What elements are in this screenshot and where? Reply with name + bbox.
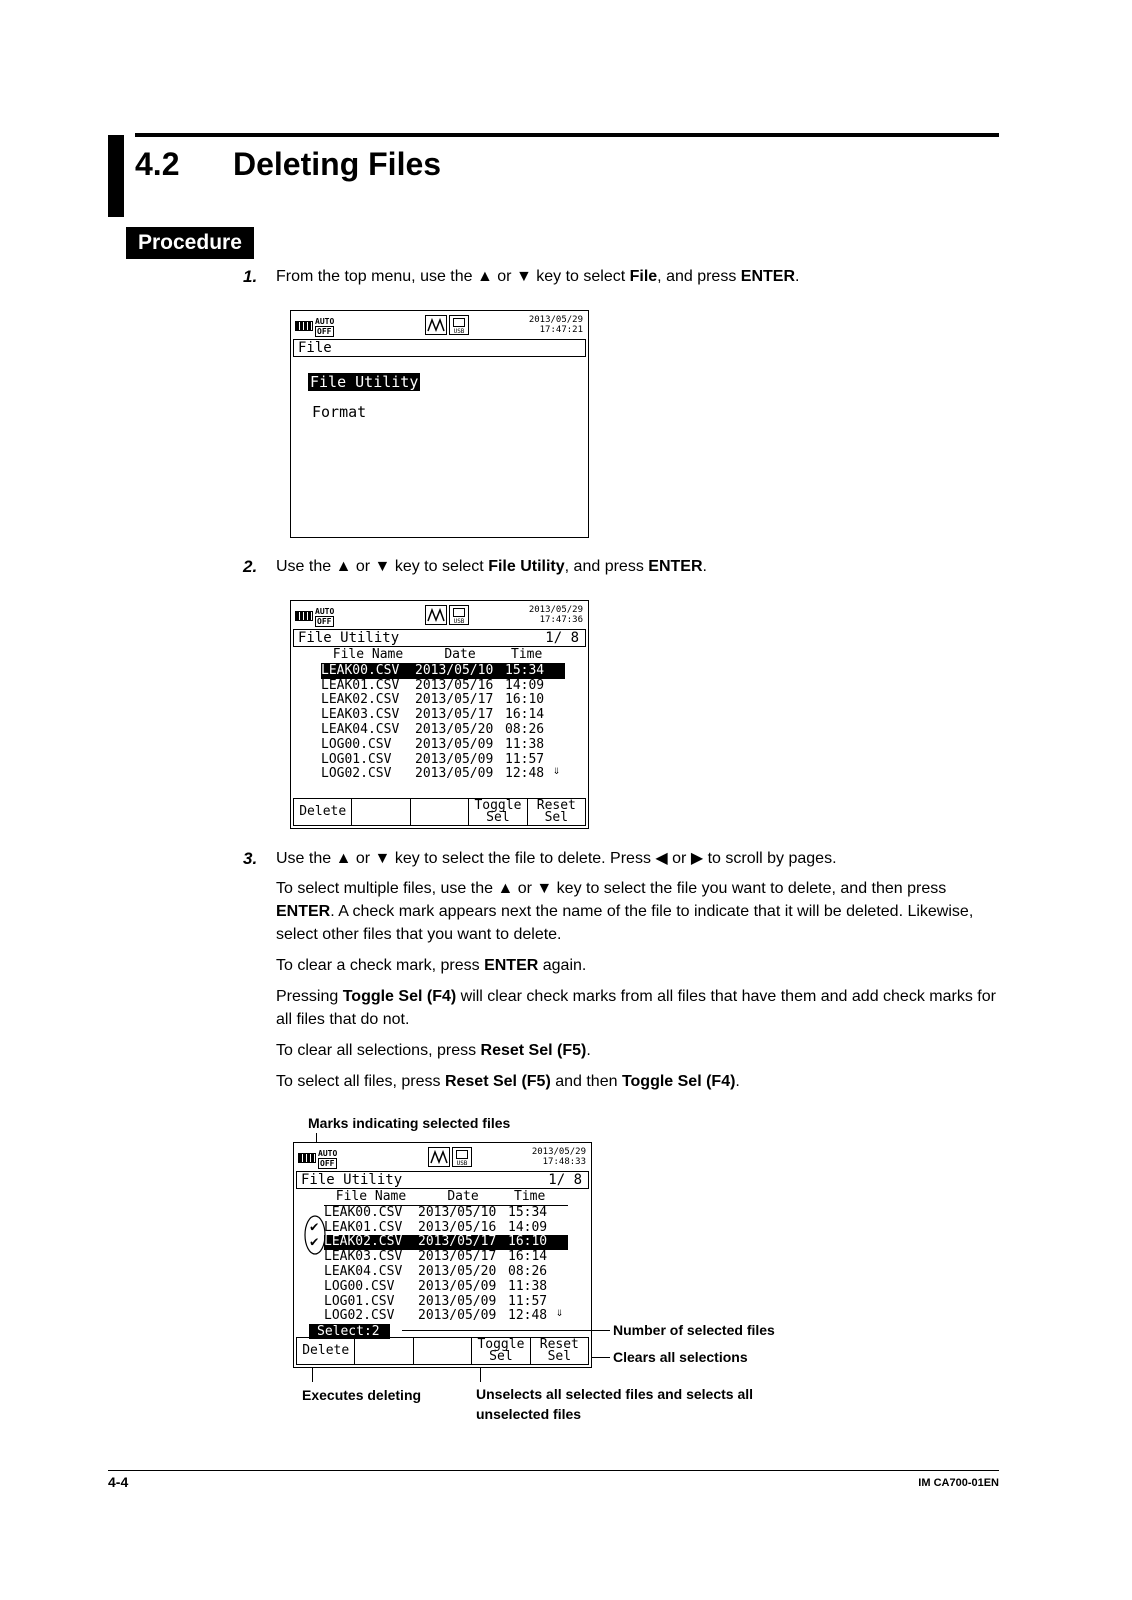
- callout-unselects: Unselects all selected files and selects all unselected files: [476, 1386, 754, 1422]
- usb-icon: USB: [449, 605, 469, 625]
- waveform-icon: [425, 605, 447, 625]
- step-2-text: Use the ▲ or ▼ key to select File Utility, and press ENTER.: [276, 558, 707, 575]
- step-3-number: 3.: [243, 849, 258, 868]
- col-file-name: File Name: [324, 1190, 418, 1205]
- auto-off-indicator: AUTO OFF: [315, 607, 335, 626]
- step-3-text: Use the ▲ or ▼ key to select the file to delete. Press ◀ or ▶ to scroll by pages.: [276, 850, 837, 867]
- section-title: Deleting Files: [233, 146, 442, 182]
- callout-marks: Marks indicating selected files: [308, 1115, 511, 1131]
- battery-icon: [295, 611, 313, 621]
- f2-button[interactable]: [355, 1338, 413, 1364]
- section-number: 4.2: [135, 146, 180, 182]
- callout-number: Number of selected files: [613, 1322, 775, 1338]
- col-date: Date: [418, 1190, 508, 1205]
- procedure-label: Procedure: [126, 227, 254, 259]
- screen-file-utility-selected: [293, 1142, 592, 1368]
- page-indicator: 1/ 8: [545, 630, 579, 646]
- check-mark-icon: ✔: [310, 1234, 319, 1250]
- callout-executes: Executes deleting: [302, 1387, 422, 1403]
- table-row[interactable]: LOG02.CSV 2013/05/09 12:48: [321, 766, 545, 782]
- top-rule: [135, 133, 999, 137]
- screen-file-menu: [290, 310, 589, 538]
- page-number: 4-4: [108, 1474, 129, 1490]
- delete-button[interactable]: Delete: [297, 1338, 355, 1364]
- page-indicator: 1/ 8: [548, 1172, 582, 1188]
- table-row[interactable]: LOG00.CSV 2013/05/09 11:38: [324, 1278, 548, 1294]
- footer-rule: [108, 1470, 999, 1471]
- screen-title: File Utility 1/ 8: [296, 1171, 589, 1189]
- usb-icon: USB: [449, 315, 469, 335]
- document-id: IM CA700-01EN: [918, 1477, 999, 1489]
- f3-button[interactable]: [411, 799, 469, 825]
- callout-line-unselects: [480, 1368, 481, 1382]
- datetime: 2013/05/29 17:48:33: [531, 1147, 586, 1167]
- table-row[interactable]: LEAK03.CSV 2013/05/17 16:14: [324, 1249, 548, 1265]
- battery-icon: [298, 1153, 316, 1163]
- f3-button[interactable]: [414, 1338, 472, 1364]
- callout-line-number: [402, 1330, 610, 1331]
- step-1-text: From the top menu, use the ▲ or ▼ key to select File, and press ENTER.: [276, 268, 800, 285]
- table-row[interactable]: LOG00.CSV 2013/05/09 11:38: [321, 736, 545, 752]
- table-row[interactable]: LEAK03.CSV 2013/05/17 16:14: [321, 707, 545, 723]
- select-count: Select:2: [309, 1324, 390, 1339]
- function-keys: [293, 798, 586, 826]
- delete-button[interactable]: Delete: [294, 799, 352, 825]
- f2-button[interactable]: [352, 799, 410, 825]
- table-row[interactable]: LEAK00.CSV 2013/05/10 15:34: [321, 663, 565, 678]
- step-3-para-multi: To select multiple files, use the ▲ or ▼ key to select the file you want to delete, and then press ENTER. A check mark appears next the name of the file to indicate that it will be deleted. Likewise, select other files that you want to delete.: [276, 880, 974, 943]
- auto-off-indicator: AUTO OFF: [315, 317, 335, 336]
- menu-item-format[interactable]: Format: [312, 403, 367, 421]
- table-row[interactable]: LEAK02.CSV 2013/05/17 16:10: [321, 692, 545, 708]
- toggle-sel-button[interactable]: Toggle Sel: [472, 1338, 530, 1364]
- step-2-number: 2.: [243, 557, 258, 576]
- table-row[interactable]: LEAK04.CSV 2013/05/20 08:26: [321, 721, 545, 737]
- table-row[interactable]: LEAK00.CSV 2013/05/10 15:34: [324, 1204, 548, 1220]
- scroll-down-icon: ⇓: [553, 763, 561, 777]
- table-row[interactable]: LEAK01.CSV 2013/05/16 14:09: [324, 1219, 548, 1235]
- screen-title: File: [293, 339, 586, 357]
- col-date: Date: [415, 648, 505, 663]
- waveform-icon: [425, 315, 447, 335]
- battery-icon: [295, 321, 313, 331]
- screen-file-utility: [290, 600, 589, 829]
- table-row[interactable]: LOG01.CSV 2013/05/09 11:57: [321, 751, 545, 767]
- table-row[interactable]: LEAK04.CSV 2013/05/20 08:26: [324, 1263, 548, 1279]
- callout-clears: Clears all selections: [613, 1349, 748, 1365]
- reset-sel-button[interactable]: Reset Sel: [536, 798, 576, 825]
- step-3-para-toggle: Pressing Toggle Sel (F4) will clear check marks from all files that have them and add check marks for all files that do not.: [276, 988, 996, 1028]
- callout-line-clears: [592, 1357, 610, 1358]
- col-file-name: File Name: [321, 648, 415, 663]
- col-time: Time: [505, 648, 565, 663]
- file-table: [324, 1190, 568, 1324]
- auto-off-indicator: AUTO OFF: [318, 1149, 338, 1168]
- section-side-bar: [108, 135, 124, 217]
- callout-line-executes: [312, 1368, 313, 1382]
- table-row[interactable]: LOG02.CSV 2013/05/09 12:48: [324, 1308, 548, 1324]
- step-1-number: 1.: [243, 267, 258, 286]
- selection-circle-icon: [304, 1215, 326, 1255]
- table-row[interactable]: LEAK02.CSV 2013/05/17 16:10: [324, 1235, 568, 1250]
- menu-item-file-utility[interactable]: File Utility: [310, 373, 419, 391]
- toggle-sel-button[interactable]: Toggle Sel: [469, 799, 527, 825]
- col-time: Time: [508, 1190, 568, 1205]
- waveform-icon: [428, 1147, 450, 1167]
- table-row[interactable]: LEAK01.CSV 2013/05/16 14:09: [321, 677, 545, 693]
- datetime: 2013/05/29 17:47:36: [528, 605, 583, 625]
- step-3-para-clear: To clear a check mark, press ENTER again.: [276, 957, 587, 974]
- check-mark-icon: ✔: [310, 1219, 319, 1235]
- datetime: 2013/05/29 17:47:21: [528, 315, 583, 335]
- step-3-para-reset: To clear all selections, press Reset Sel (F5).: [276, 1042, 591, 1059]
- scroll-down-icon: ⇓: [556, 1305, 564, 1319]
- file-table: [321, 648, 565, 782]
- reset-sel-button[interactable]: Reset Sel: [539, 1337, 579, 1364]
- usb-icon: USB: [452, 1147, 472, 1167]
- step-3-para-select-all: To select all files, press Reset Sel (F5) and then Toggle Sel (F4).: [276, 1073, 740, 1090]
- function-keys: [296, 1337, 589, 1365]
- table-row[interactable]: LOG01.CSV 2013/05/09 11:57: [324, 1293, 548, 1309]
- screen-title: File Utility 1/ 8: [293, 629, 586, 647]
